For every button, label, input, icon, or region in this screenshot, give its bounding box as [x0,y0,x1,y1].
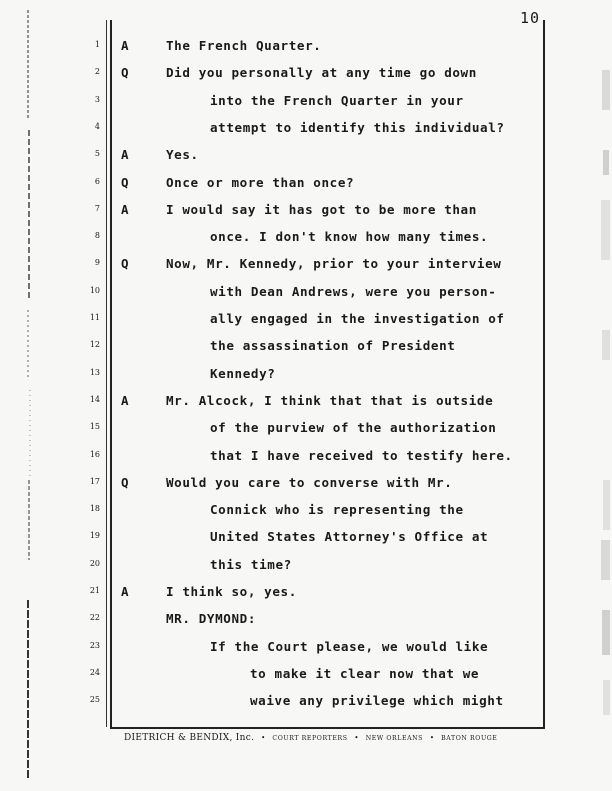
transcript-line [0,611,612,638]
line-number: 6 [94,176,100,186]
line-text: ally engaged in the investigation of [210,311,505,326]
transcript-line [0,175,612,202]
transcript-line [0,338,612,365]
transcript-line [0,584,612,611]
footer-item: COURT REPORTERS [272,735,348,742]
line-number: 24 [89,667,100,677]
transcript-line [0,311,612,338]
speaker-label: Q [121,65,129,81]
line-text: Kennedy? [210,365,276,381]
line-number: 23 [89,640,100,650]
line-text: United States Attorney's Office at [210,529,489,545]
line-text: Yes. [166,147,199,163]
line-text: this time? [210,556,292,572]
line-number: 25 [89,695,100,705]
line-number: 18 [89,504,100,514]
line-text: attempt to identify this individual? [210,119,505,135]
line-number: 8 [94,231,100,241]
footer-bullet: • [429,734,435,742]
transcript-line [0,284,612,311]
transcript-line [0,366,612,393]
line-number: 17 [89,476,100,486]
speaker-label: Q [121,256,129,272]
reporter-footer [124,733,544,743]
transcript-line [0,529,612,556]
line-text: once. I don't know how many times. [210,229,489,245]
line-text: I would say it has got to be more than [166,201,477,217]
line-number: 16 [89,449,100,459]
transcript-line [0,93,612,120]
transcript-line [0,65,612,92]
transcript-line [0,693,612,720]
footer-bullet: • [354,734,359,742]
line-number: 5 [94,149,100,159]
line-text: of the purview of the authorization [210,420,497,436]
line-number: 19 [89,531,100,541]
transcript-line [0,639,612,666]
line-text: MR. DYMOND: [166,611,257,627]
line-number: 22 [89,613,100,623]
line-text: Would you care to converse with Mr. [166,474,453,490]
footer-item: BATON ROUGE [441,735,498,742]
transcript-line [0,202,612,229]
line-number: 2 [94,67,100,77]
line-text: Now, Mr. Kennedy, prior to your interview [166,256,502,272]
line-text: the assassination of President [210,338,456,354]
line-number: 21 [89,586,100,595]
line-number: 1 [94,40,100,49]
line-text: The French Quarter. [166,38,322,53]
line-number: 3 [94,94,100,104]
speaker-label: A [121,38,129,53]
speaker-label: A [121,392,129,408]
page-number: 10 [520,9,541,27]
transcript-line [0,475,612,502]
line-text: Mr. Alcock, I think that that is outside [166,392,494,408]
transcript-line [0,147,612,174]
line-text: into the French Quarter in your [210,92,464,108]
transcript-line [0,393,612,420]
line-number: 11 [89,313,100,322]
line-number: 12 [89,340,100,350]
line-number: 15 [89,422,100,432]
line-number: 9 [94,258,100,268]
speaker-label: Q [121,474,129,490]
line-text: Once or more than once? [166,174,355,190]
transcript-line [0,557,612,584]
transcript-line [0,120,612,147]
transcript-line [0,229,612,256]
speaker-label: A [121,147,129,163]
footer-item: NEW ORLEANS [365,735,424,742]
transcript-line [0,256,612,283]
transcript-line [0,666,612,693]
line-number: 14 [89,394,100,404]
footer-firm: DIETRICH & BENDIX, Inc. [124,733,255,743]
line-text: I think so, yes. [166,584,297,599]
footer-bullet: • [261,734,266,742]
speaker-label: A [121,201,129,217]
line-text: Connick who is representing the [210,502,464,518]
speaker-label: A [121,584,129,599]
line-text: to make it clear now that we [250,665,480,681]
transcript-line [0,420,612,447]
speaker-label: Q [121,174,129,190]
line-text: with Dean Andrews, were you person- [210,283,497,299]
transcript-line [0,38,612,65]
line-text: that I have received to testify here. [210,447,513,463]
transcript-line [0,502,612,529]
line-number: 13 [89,367,100,377]
line-number: 4 [94,121,100,131]
transcript-line [0,448,612,475]
line-number: 10 [89,285,100,295]
line-text: Did you personally at any time go down [166,65,477,81]
line-text: waive any privilege which might [250,693,504,709]
line-number: 20 [89,558,100,568]
line-number: 7 [94,203,100,213]
line-text: If the Court please, we would like [210,638,489,654]
